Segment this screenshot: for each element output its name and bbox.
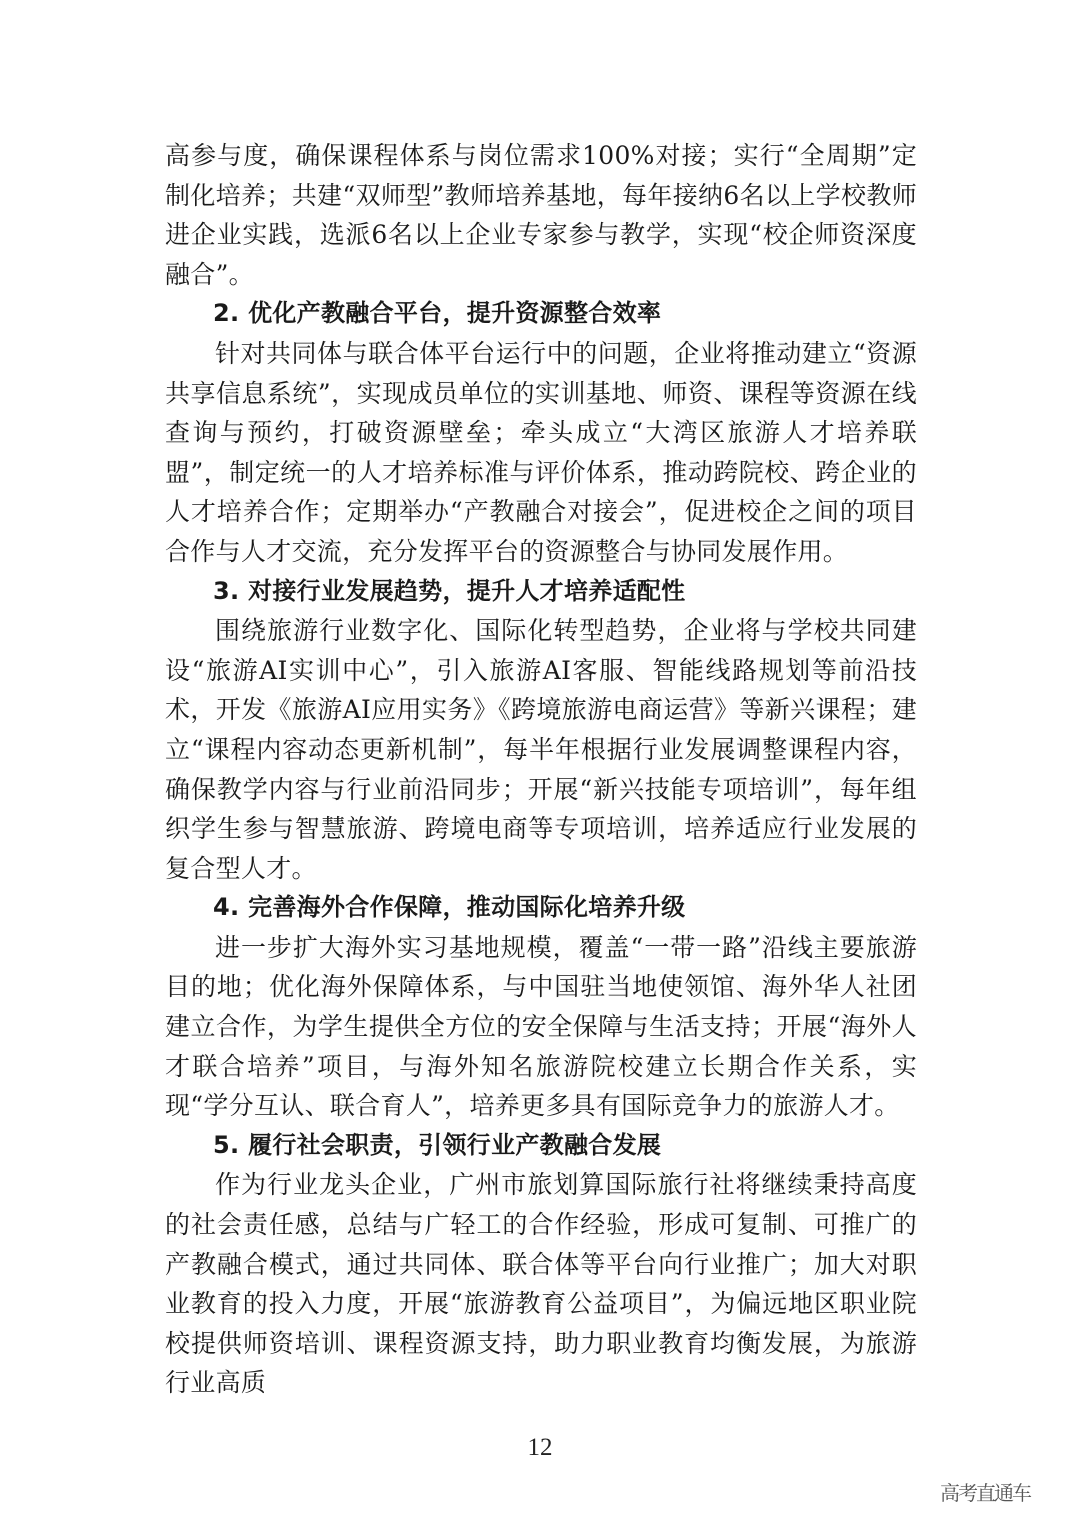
document-page: [165, 136, 917, 1403]
section-heading-5: 5. 履行社会职责，引领行业产教融合发展: [213, 1130, 662, 1159]
section-heading-3: 3. 对接行业发展趋势，提升人才培养适配性: [213, 576, 686, 605]
watermark: 高考直通车: [940, 1481, 1030, 1505]
section-body-3: 围绕旅游行业数字化、国际化转型趋势，企业将与学校共同建设“旅游AI实训中心”，引入旅游AI客服、智能线路规划等前沿技术，开发《旅游AI应用实务》《跨境旅游电商运营》等新兴课程；建立“课程内容动态更新机制”，每半年根据行业发展调整课程内容，确保教学内容与行业前沿同步；开展“新兴技能专项培训”，每年组织学生参与智慧旅游、跨境电商等专项培训，培养适应行业发展的复合型人才。: [165, 616, 917, 883]
section-heading-2: 2. 优化产教融合平台，提升资源整合效率: [213, 299, 662, 328]
intro-continuation-paragraph: 高参与度，确保课程体系与岗位需求100%对接；实行“全周期”定制化培养；共建“双师型”教师培养基地，每年接纳6名以上学校教师进企业实践，选派6名以上企业专家参与教学，实现“校企师资深度融合”。: [165, 141, 917, 289]
page-number: 12: [527, 1434, 553, 1461]
section-body-4: 进一步扩大海外实习基地规模，覆盖“一带一路”沿线主要旅游目的地；优化海外保障体系，与中国驻当地使领馆、海外华人社团建立合作，为学生提供全方位的安全保障与生活支持；开展“海外人才联合培养”项目，与海外知名旅游院校建立长期合作关系，实现“学分互认、联合育人”，培养更多具有国际竞争力的旅游人才。: [165, 932, 917, 1121]
section-heading-4: 4. 完善海外合作保障，推动国际化培养升级: [213, 893, 686, 922]
section-body-2: 针对共同体与联合体平台运行中的问题，企业将推动建立“资源共享信息系统”，实现成员单位的实训基地、师资、课程等资源在线查询与预约，打破资源壁垒；牵头成立“大湾区旅游人才培养联盟”，制定统一的人才培养标准与评价体系，推动跨院校、跨企业的人才培养合作；定期举办“产教融合对接会”，促进校企之间的项目合作与人才交流，充分发挥平台的资源整合与协同发展作用。: [165, 338, 917, 566]
section-body-5: 作为行业龙头企业，广州市旅划算国际旅行社将继续秉持高度的社会责任感，总结与广轻工的合作经验，形成可复制、可推广的产教融合模式，通过共同体、联合体等平台向行业推广；加大对职业教育的投入力度，开展“旅游教育公益项目”，为偏远地区职业院校提供师资培训、课程资源支持，助力职业教育均衡发展，为旅游行业高质: [165, 1170, 917, 1398]
